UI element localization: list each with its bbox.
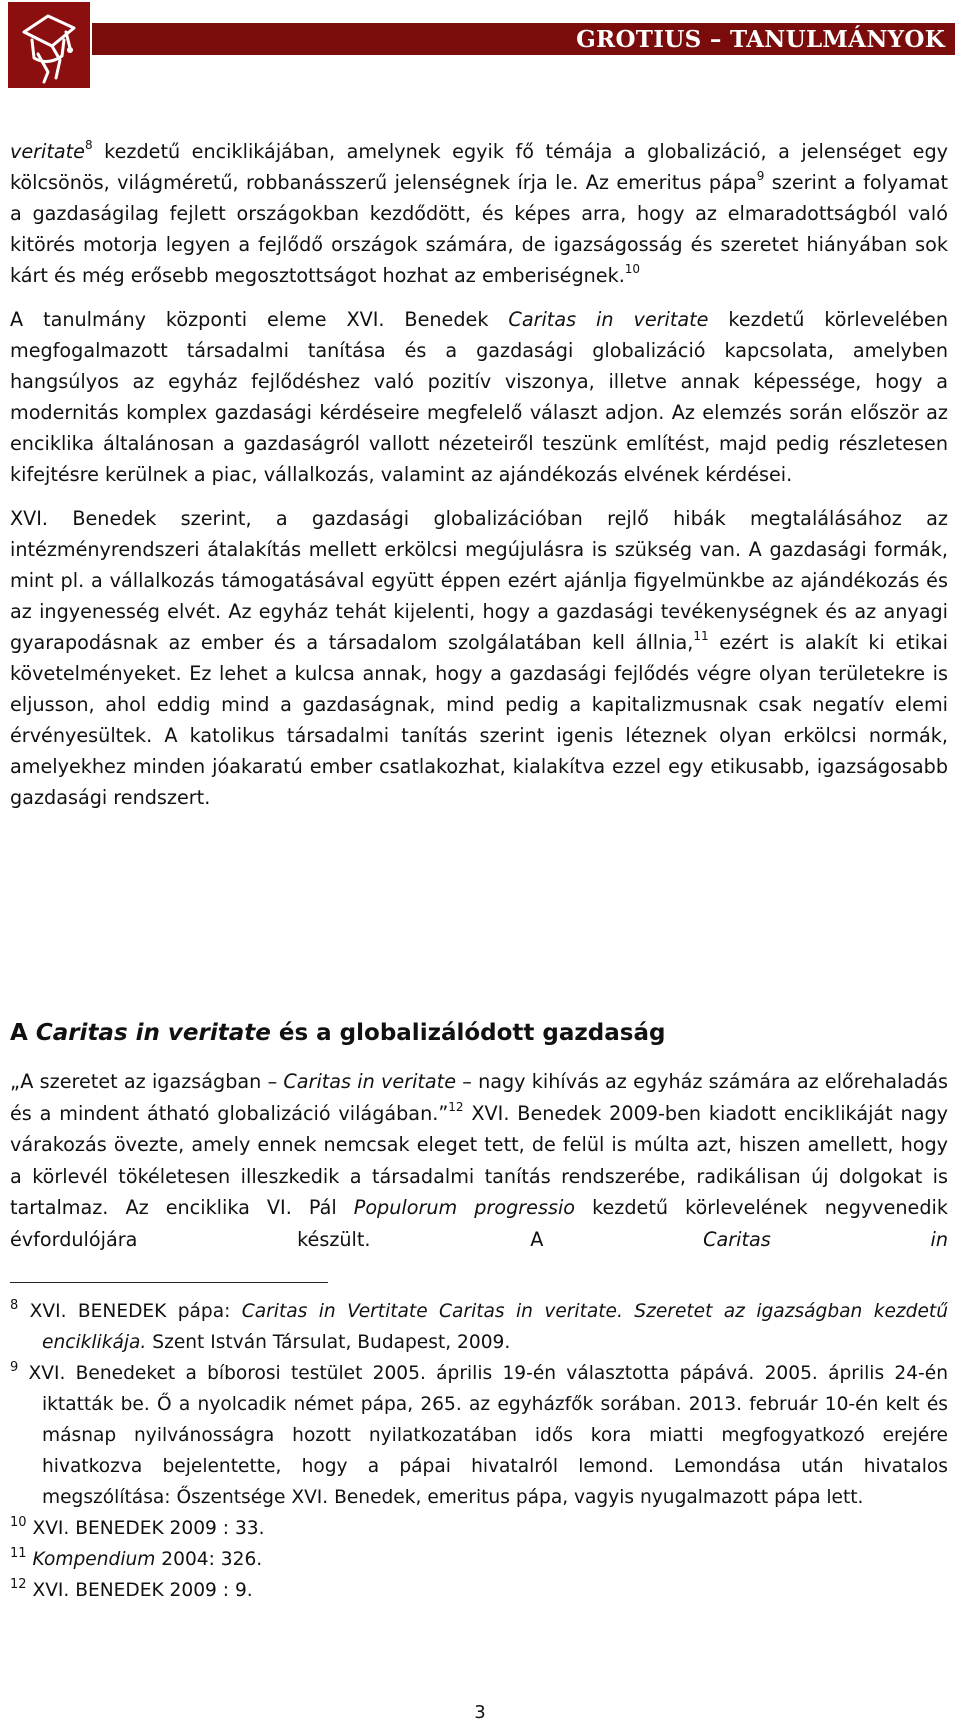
main-text (10, 136, 948, 826)
footnote-number: 10 (10, 1515, 27, 1530)
text: XVI. Benedek szerint, a gazdasági globalizációban rejlő hibák megtalálásához az intézményrendszeri átalakítás mellett erkölcsi megújulásra is szükség van. A gazdasági formák, mint pl. a vállalkozás támogatásával együtt éppen ezért ajánlja figyelmünkbe az ajándékozás és az ingyenesség elvét. Az egyház tehát kijelenti, hogy a gazdasági tevékenységnek és az anyagi gyarapodásnak az ember és a társadalom szolgálatában kell állnia, (10, 507, 948, 654)
text: 2004: 326. (155, 1549, 263, 1570)
paragraph-3 (10, 503, 948, 813)
paragraph-2 (10, 304, 948, 490)
text: és a globalizálódott gazdaság (270, 1020, 666, 1046)
text-italic: veritate (10, 140, 85, 163)
text-italic: Caritas in veritate (283, 1070, 457, 1093)
graduation-cap-icon (8, 2, 90, 88)
footnote-number: 8 (10, 1298, 19, 1313)
text: ezért is alakít ki etikai követelményeket. Ez lehet a kulcsa annak, hogy a gazdasági fejlődés végre olyan területekre is eljusson, ahol eddig mind a gazdaságnak, mind pedig a kapitalizmusnak csak negatív elemi érvényesültek. A katolikus társadalmi tanítás szerint igenis léteznek olyan erkölcsi normák, amelyekhez minden jóakaratú ember csatlakozhat, kialakítva ezzel egy etikusabb, igazságosabb gazdasági rendszert. (10, 631, 949, 809)
footnote-ref-11[interactable]: 11 (693, 629, 709, 643)
text: Szent István Társulat, Budapest, 2009. (146, 1332, 511, 1353)
footnote-12 (10, 1575, 948, 1606)
text: A (10, 1020, 36, 1046)
footnote-number: 9 (10, 1360, 19, 1375)
text: – nagy kihívás az egyház számára az előrehaladás és a mindent átható globalizáció világában.” (10, 1070, 948, 1125)
journal-title: GROTIUS – TANULMÁNYOK (576, 26, 945, 53)
text: kezdetű enciklikájában, amelynek egyik fő témája a globalizáció, a jelenséget egy kölcsönös, világméretű, robbanásszerű jelenségnek írja le. Az emeritus pápa (10, 140, 948, 194)
text: XVI. BENEDEK 2009 : 33. (26, 1518, 265, 1539)
footnote-ref-10[interactable]: 10 (624, 262, 641, 276)
text: XVI. BENEDEK pápa: (18, 1301, 242, 1322)
footnote-8 (10, 1296, 948, 1358)
text: XVI. Benedeket a bíborosi testület 2005. április 19-én választotta pápává. 2005. április 24-én iktatták be. Ő a nyolcadik német pápa, 265. az egyházfők sorában. 2013. február 10-én kelt és másnap nyilvánosságra hozott nyilatkozatában idős kora miatti megfogyatkozó erejére hivatkozva bejelentette, hogy a pápai hivatalról lemond. Lemondása után hivatalos megszólítása: Őszentsége XVI. Benedek, emeritus pápa, vagyis nyugalmazott pápa lett. (18, 1363, 948, 1508)
page-number: 3 (474, 1702, 486, 1723)
text-italic: Caritas in (703, 1227, 948, 1251)
footnote-number: 11 (10, 1546, 27, 1561)
footnotes (10, 1296, 948, 1606)
text-italic: Caritas in Vertitate Caritas in veritate. Szeretet az igazságban kezdetű enciklikája. (42, 1301, 948, 1353)
footnote-11 (10, 1544, 948, 1575)
text: XVI. Benedek 2009-ben kiadott enciklikáját nagy várakozás övezte, amely ennek nemcsak eleget tett, de felül is múlta azt, hiszen amellett, hogy a körlevél tökéletesen illeszkedik a társadalmi tanítás rendszerébe, radikálisan új dolgokat is tartalmaz. Az enciklika VI. Pál (10, 1101, 948, 1219)
footnote-ref-9[interactable]: 9 (756, 169, 765, 183)
paragraph-1 (10, 136, 948, 291)
text: kezdetű körlevelének negyvenedik évfordulójára készült. A (10, 1196, 948, 1251)
footnote-number: 12 (10, 1577, 27, 1592)
footnote-ref-8[interactable]: 8 (85, 138, 93, 152)
text-italic: Kompendium (32, 1549, 156, 1570)
text: „A szeretet az igazságban – (10, 1070, 284, 1093)
text: A tanulmány központi eleme XVI. Benedek (10, 308, 509, 331)
footnote-9 (10, 1358, 948, 1513)
text-italic: Caritas in veritate (508, 308, 709, 331)
grotius-logo-icon (8, 2, 90, 88)
footnote-10 (10, 1513, 948, 1544)
page-header (0, 0, 960, 92)
section-paragraph (10, 1066, 948, 1255)
footnote-ref-12[interactable]: 12 (448, 1099, 464, 1114)
text-italic: Populorum progressio (353, 1196, 576, 1219)
text: szerint a folyamat a gazdaságilag fejlett országokban kezdődött, és képes arra, hogy az elmaradottságból való kitörés motorja legyen a fejlődő országok számára, de igazságosság és szeretet hiányában sok kárt és még erősebb megosztottságot hozhat az emberiségnek. (10, 171, 948, 287)
text: kezdetű körlevelében megfogalmazott társadalmi tanítása és a gazdasági globalizáció kapcsolata, amelyben hangsúlyos az egyház fejlődéshez való pozitív viszonya, illetve annak képessége, hogy a modernitás komplex gazdasági kérdéseire megfelelő választ adjon. Az elemzés során először az enciklika általánosan a gazdaságról vallott nézeteiről teszünk említést, majd pedig részletesen kifejtésre kerülnek a piac, vállalkozás, valamint az ajándékozás elvének kérdései. (10, 308, 948, 486)
footnote-separator (10, 1282, 328, 1283)
section-heading (10, 1015, 948, 1051)
header-bar (92, 23, 955, 55)
text: XVI. BENEDEK 2009 : 9. (26, 1580, 253, 1601)
text-italic: Caritas in veritate (35, 1020, 271, 1046)
